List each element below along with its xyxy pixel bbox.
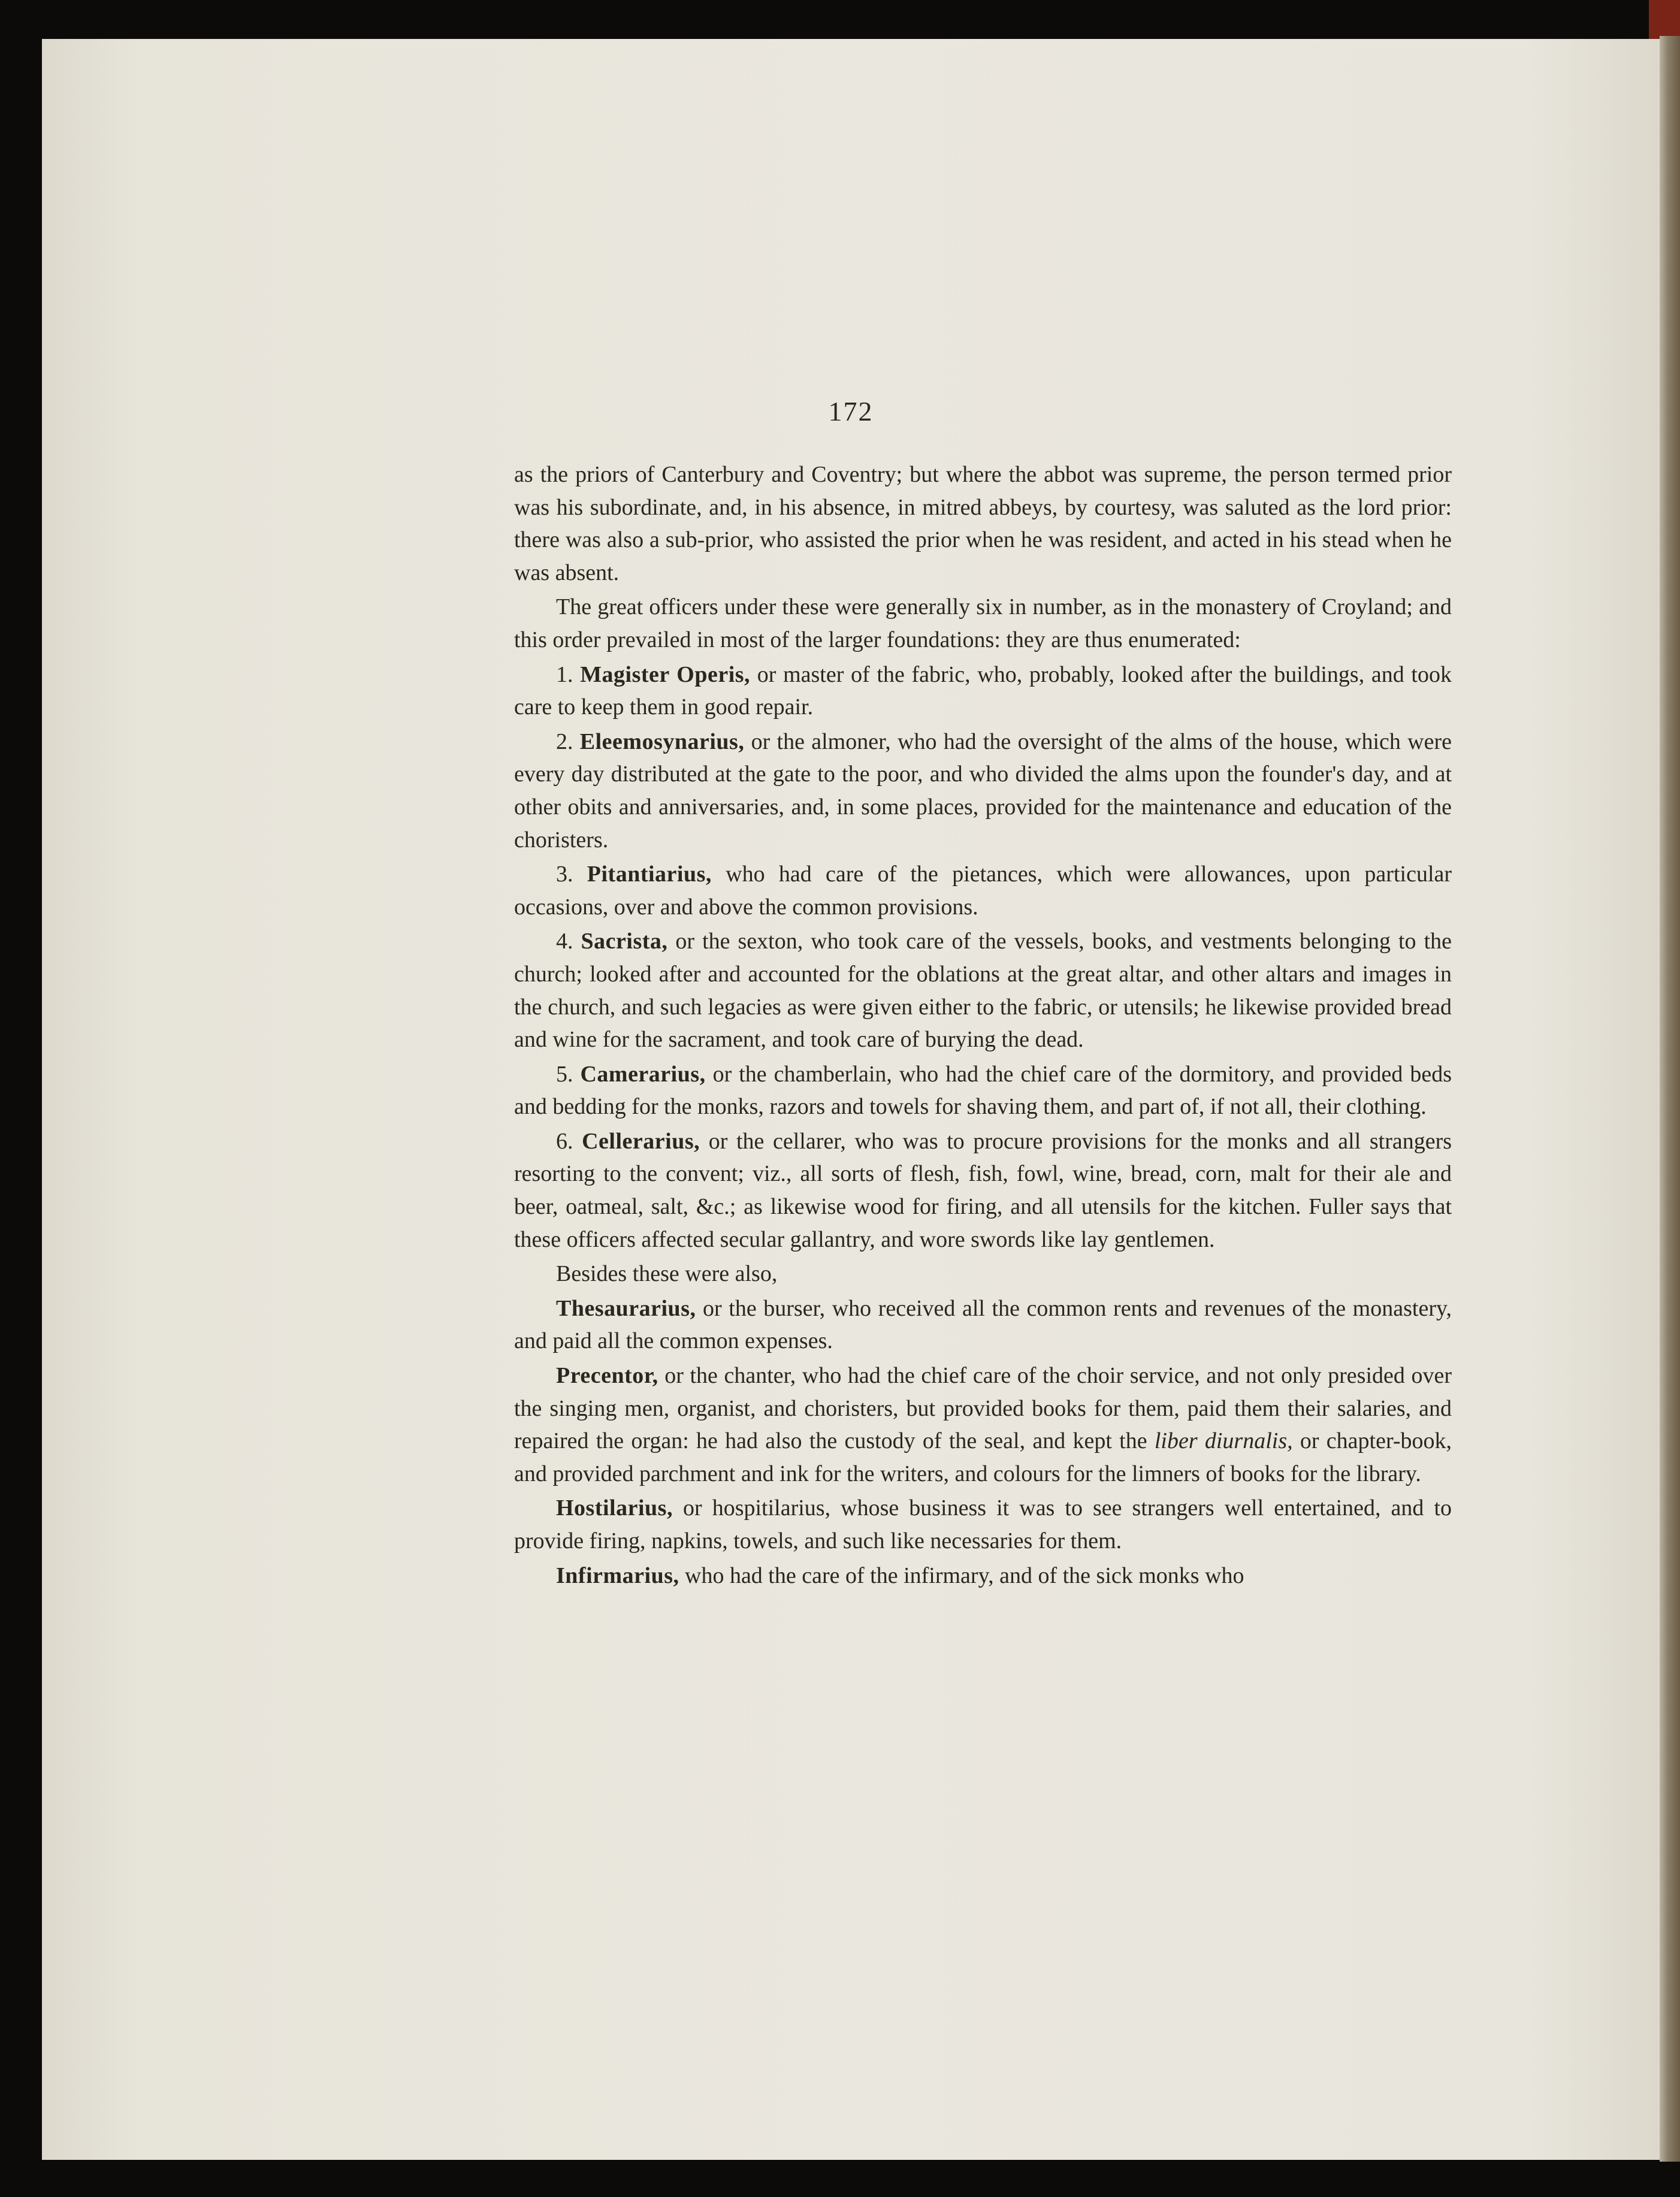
entry-text: or the cellarer, who was to procure provisions for the monks and all strangers resorting to the convent; viz., all sorts of flesh, fish, fowl, wine, bread, corn, malt for their ale and beer, oatmeal, salt, &c.; as likewise wood for firing, and all utensils for the kitchen. Fuller says that these officers affected secular gallantry, and wore swords like lay gentlemen. [514,1128,1452,1252]
officer-entry [514,1359,1452,1490]
body-text [514,458,1452,1594]
officer-title: Thesaurarius, [556,1295,696,1321]
page-number: 172 [828,396,874,427]
officer-entry [514,1125,1452,1256]
officer-title: Infirmarius, [556,1563,679,1588]
officer-entry [514,1292,1452,1358]
officer-entry [514,1560,1452,1592]
entry-text: or chapter-book, and provided parchment and ink for the writers, and colours for the limners of books for the library. [514,1428,1452,1486]
officer-title: Cellerarius, [582,1128,700,1154]
officer-title: Pitantiarius, [587,862,712,887]
entry-text: or the chanter, who had the chief care of the choir service, and not only presided over the singing men, organist, and choristers, but provided books for them, paid them their salaries, and repaired the organ: he had also the custody of the seal, and kept the [514,1363,1452,1454]
paragraph [514,591,1452,656]
entry-number: 3. [556,862,573,887]
entry-text: or the almoner, who had the oversight of the alms of the house, which were every day distributed at the gate to the poor, and who divided the alms upon the founder's day, and at other obits and anniversaries, and, in some places, provided for the maintenance and education of the choristers. [514,729,1452,853]
entry-text: or hospitilarius, whose business it was to see strangers well entertained, and to provide firing, napkins, towels, and such like necessaries for them. [514,1495,1452,1554]
entry-text: or the sexton, who took care of the vessels, books, and vestments belonging to the church; looked after and accounted for the oblations at the great altar, and other altars and images in the church, and such legacies as were given either to the fabric, or utensils; he likewise provided bread and wine for the sacrament, and took care of burying the dead. [514,929,1452,1053]
paragraph [514,458,1452,589]
officer-title: Camerarius, [580,1061,706,1087]
officer-title: Magister Operis, [580,661,751,687]
entry-number: 2. [556,729,573,754]
paragraph-text: The great officers under these were generally six in number, as in the monastery of Croyland; and this order prevailed in most of the larger foundations: they are thus enumerated: [514,594,1452,652]
officer-entry [514,1058,1452,1123]
entry-number: 1. [556,661,573,687]
officer-entry [514,1492,1452,1557]
entry-text: or master of the fabric, who, probably, looked after the buildings, and took care to keep them in good repair. [514,661,1452,720]
entry-number: 6. [556,1128,573,1154]
officer-entry [514,925,1452,1056]
entry-text: who had the care of the infirmary, and of the sick monks who [685,1563,1244,1588]
page-edge-shadow [1660,36,1680,2162]
officer-entry [514,658,1452,724]
entry-number: 4. [556,929,573,954]
paragraph-text: Besides these were also, [556,1261,778,1287]
officer-title: Hostilarius, [556,1495,673,1521]
paragraph-text: as the priors of Canterbury and Coventry; but where the abbot was supreme, the person termed prior was his subordinate, and, in his absence, in mitred abbeys, by courtesy, was saluted as the lord prior: there was also a sub-prior, who assisted the prior when he was resident, and acted in his stead when he was absent. [514,462,1452,585]
officer-title: Precentor, [556,1363,658,1389]
entry-number: 5. [556,1061,573,1087]
officer-entry [514,726,1452,856]
entry-text: or the burser, who received all the common rents and revenues of the monastery, and paid all the common expenses. [514,1295,1452,1354]
officer-title: Sacrista, [581,929,668,954]
officer-title: Eleemosynarius, [579,729,745,754]
officer-entry [514,858,1452,923]
paragraph [514,1258,1452,1291]
entry-text: who had care of the pietances, which were allowances, upon particular occasions, over and above the common provisions. [514,862,1452,920]
italic-term: liber diurnalis, [1154,1428,1293,1454]
book-page [42,39,1660,2160]
entry-text: or the chamberlain, who had the chief care of the dormitory, and provided beds and bedding for the monks, razors and towels for shaving them, and part of, if not all, their clothing. [514,1061,1452,1120]
